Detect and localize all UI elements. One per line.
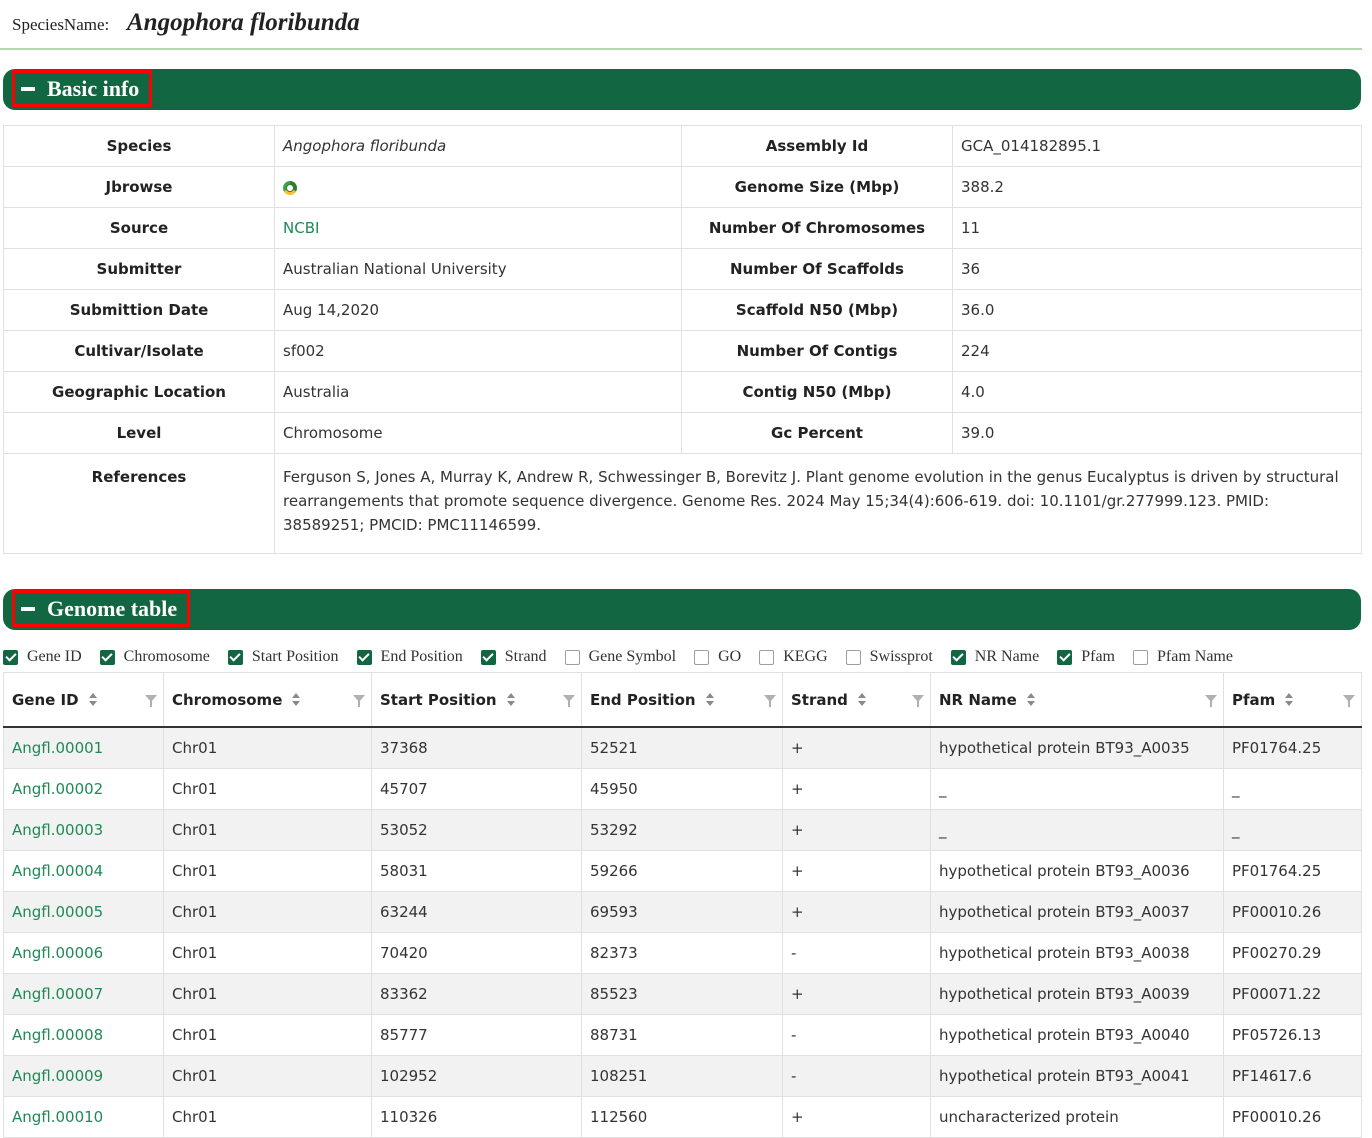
gene-id-cell [4, 769, 164, 810]
column-header[interactable] [164, 673, 372, 728]
info-value [275, 208, 682, 249]
table-row [4, 727, 1362, 769]
column-toggle-label: GO [718, 648, 742, 665]
info-row [4, 167, 1362, 208]
filter-icon[interactable] [1343, 695, 1355, 702]
table-cell: 70420 [372, 933, 582, 974]
genome-table [3, 672, 1362, 1138]
info-key: Source [4, 208, 275, 249]
table-cell: hypothetical protein BT93_A0035 [931, 727, 1224, 769]
info-key: Submittion Date [4, 290, 275, 331]
jbrowse-icon[interactable] [283, 181, 297, 195]
table-cell: 112560 [582, 1097, 783, 1138]
info-value: Angophora floribunda [275, 126, 682, 167]
checkbox[interactable] [100, 650, 115, 665]
gene-id-cell [4, 1015, 164, 1056]
column-toggle[interactable] [228, 648, 339, 666]
info-value: Australian National University [275, 249, 682, 290]
table-cell: PF01764.25 [1224, 851, 1362, 892]
column-toggle[interactable] [759, 648, 827, 666]
column-toggle-label: Gene ID [27, 648, 82, 665]
column-header[interactable] [1224, 673, 1362, 728]
table-cell: 82373 [582, 933, 783, 974]
table-cell: PF01764.25 [1224, 727, 1362, 769]
table-cell: hypothetical protein BT93_A0037 [931, 892, 1224, 933]
info-row [4, 331, 1362, 372]
sort-icon[interactable] [507, 693, 515, 706]
table-cell: hypothetical protein BT93_A0040 [931, 1015, 1224, 1056]
gene-id-link[interactable]: Angfl.00003 [12, 821, 104, 839]
info-value: Aug 14,2020 [275, 290, 682, 331]
column-toggle-label: Swissprot [869, 648, 933, 665]
info-key: Number Of Chromosomes [682, 208, 953, 249]
table-cell: Chr01 [164, 727, 372, 769]
table-cell: + [783, 1097, 931, 1138]
column-header-label: Gene ID [12, 690, 79, 709]
table-cell: hypothetical protein BT93_A0036 [931, 851, 1224, 892]
table-cell: _ [931, 769, 1224, 810]
sort-icon[interactable] [292, 693, 300, 706]
checkbox[interactable] [1133, 650, 1148, 665]
table-cell: PF00010.26 [1224, 1097, 1362, 1138]
gene-id-cell [4, 1097, 164, 1138]
species-name: Angophora floribunda [127, 9, 360, 36]
column-toggle-label: NR Name [974, 648, 1040, 665]
table-cell: - [783, 933, 931, 974]
table-row [4, 892, 1362, 933]
table-cell: 102952 [372, 1056, 582, 1097]
checkbox[interactable] [1057, 650, 1072, 665]
column-picker [3, 646, 1251, 668]
table-cell: + [783, 769, 931, 810]
table-cell: Chr01 [164, 1097, 372, 1138]
column-header-label: Start Position [380, 690, 497, 709]
column-toggle-label: End Position [380, 648, 463, 665]
info-value [275, 167, 682, 208]
table-cell: + [783, 810, 931, 851]
gene-id-cell [4, 727, 164, 769]
info-key: Cultivar/Isolate [4, 331, 275, 372]
table-row [4, 851, 1362, 892]
info-value: Chromosome [275, 413, 682, 454]
column-toggle[interactable] [1133, 648, 1233, 666]
table-row [4, 1056, 1362, 1097]
table-cell: _ [1224, 810, 1362, 851]
table-cell: 37368 [372, 727, 582, 769]
table-row [4, 1097, 1362, 1138]
column-header-label: Chromosome [172, 690, 283, 709]
filter-icon[interactable] [563, 695, 575, 702]
gene-id-link[interactable]: Angfl.00006 [12, 944, 104, 962]
gene-id-link[interactable]: Angfl.00009 [12, 1067, 104, 1085]
table-cell: Chr01 [164, 851, 372, 892]
collapse-icon [21, 87, 35, 91]
column-toggle[interactable] [100, 648, 210, 666]
info-value: 36.0 [953, 290, 1362, 331]
table-cell: 108251 [582, 1056, 783, 1097]
table-cell: + [783, 851, 931, 892]
info-key: Jbrowse [4, 167, 275, 208]
checkbox[interactable] [759, 650, 774, 665]
table-cell: hypothetical protein BT93_A0039 [931, 974, 1224, 1015]
column-toggle-label: KEGG [783, 648, 828, 665]
sort-icon[interactable] [89, 693, 97, 706]
info-value: GCA_014182895.1 [953, 126, 1362, 167]
sort-icon[interactable] [1285, 693, 1293, 706]
table-cell: _ [1224, 769, 1362, 810]
column-header-label: End Position [590, 690, 696, 709]
table-cell: 45950 [582, 769, 783, 810]
basic-info-toggle[interactable] [12, 70, 152, 107]
column-header-label: Pfam [1232, 690, 1276, 709]
table-cell: 63244 [372, 892, 582, 933]
column-toggle[interactable] [481, 648, 547, 666]
info-value: 388.2 [953, 167, 1362, 208]
table-cell: Chr01 [164, 933, 372, 974]
table-row [4, 974, 1362, 1015]
column-toggle[interactable] [694, 648, 741, 666]
checkbox[interactable] [565, 650, 580, 665]
column-header[interactable] [783, 673, 931, 728]
table-cell: 83362 [372, 974, 582, 1015]
info-row [4, 126, 1362, 167]
gene-id-link[interactable]: Angfl.00002 [12, 780, 104, 798]
column-header[interactable] [372, 673, 582, 728]
column-toggle[interactable] [3, 648, 82, 666]
table-cell: Chr01 [164, 974, 372, 1015]
column-toggle[interactable] [1057, 648, 1115, 666]
info-key: Level [4, 413, 275, 454]
info-key: Number Of Scaffolds [682, 249, 953, 290]
info-key: Gc Percent [682, 413, 953, 454]
table-cell: Chr01 [164, 769, 372, 810]
table-cell: + [783, 727, 931, 769]
checkbox[interactable] [481, 650, 496, 665]
table-cell: PF00270.29 [1224, 933, 1362, 974]
genome-table-title: Genome table [47, 595, 178, 621]
gene-id-link[interactable]: Angfl.00010 [12, 1108, 104, 1126]
gene-id-cell [4, 892, 164, 933]
filter-icon[interactable] [353, 695, 365, 702]
filter-icon[interactable] [145, 695, 157, 702]
gene-id-cell [4, 933, 164, 974]
column-toggle-label: Pfam Name [1157, 648, 1233, 665]
table-cell: PF14617.6 [1224, 1056, 1362, 1097]
gene-id-link[interactable]: Angfl.00008 [12, 1026, 104, 1044]
table-cell: 53292 [582, 810, 783, 851]
table-row [4, 810, 1362, 851]
source-link[interactable]: NCBI [283, 219, 320, 237]
gene-id-link[interactable]: Angfl.00001 [12, 739, 104, 757]
table-row [4, 933, 1362, 974]
column-toggle[interactable] [951, 648, 1039, 666]
table-row [4, 769, 1362, 810]
checkbox[interactable] [228, 650, 243, 665]
table-cell: + [783, 974, 931, 1015]
gene-id-link[interactable]: Angfl.00005 [12, 903, 104, 921]
species-label: SpeciesName: [12, 15, 110, 34]
info-key: Geographic Location [4, 372, 275, 413]
column-header-label: Strand [791, 690, 848, 709]
table-cell: 58031 [372, 851, 582, 892]
filter-icon[interactable] [912, 695, 924, 702]
info-value: sf002 [275, 331, 682, 372]
references-label: References [4, 454, 275, 554]
column-header[interactable] [582, 673, 783, 728]
info-value: Australia [275, 372, 682, 413]
table-cell: Chr01 [164, 1015, 372, 1056]
table-cell: + [783, 892, 931, 933]
info-key: Submitter [4, 249, 275, 290]
sort-icon[interactable] [706, 693, 714, 706]
info-key: Assembly Id [682, 126, 953, 167]
gene-id-cell [4, 1056, 164, 1097]
table-cell: _ [931, 810, 1224, 851]
info-row [4, 249, 1362, 290]
info-value: 224 [953, 331, 1362, 372]
column-header[interactable] [4, 673, 164, 728]
table-cell: Chr01 [164, 1056, 372, 1097]
table-row [4, 1015, 1362, 1056]
column-toggle[interactable] [357, 648, 463, 666]
references-row [4, 454, 1362, 554]
table-cell: 88731 [582, 1015, 783, 1056]
table-cell: 85777 [372, 1015, 582, 1056]
checkbox[interactable] [951, 650, 966, 665]
table-cell: 110326 [372, 1097, 582, 1138]
references-text: Ferguson S, Jones A, Murray K, Andrew R, Schwessinger B, Borevitz J. Plant genome evolution in the genus Eucalyptus is driven by structural rearrangements that promote sequence divergence. Genome Res. 2024 May 15;34(4):606-619. doi: 10.1101/gr.277999.123. PMID: 38589251; PMCID: PMC11146599. [275, 454, 1362, 554]
info-key: Contig N50 (Mbp) [682, 372, 953, 413]
column-toggle[interactable] [565, 648, 677, 666]
basic-info-title: Basic info [47, 75, 140, 101]
column-header-label: NR Name [939, 690, 1017, 709]
checkbox[interactable] [3, 650, 18, 665]
table-cell: 45707 [372, 769, 582, 810]
column-toggle-label: Pfam [1081, 648, 1115, 665]
table-cell: Chr01 [164, 810, 372, 851]
basic-info-table [3, 125, 1362, 554]
column-toggle-label: Chromosome [123, 648, 210, 665]
checkbox[interactable] [357, 650, 372, 665]
info-row [4, 290, 1362, 331]
table-cell: - [783, 1015, 931, 1056]
table-cell: 59266 [582, 851, 783, 892]
table-cell: 85523 [582, 974, 783, 1015]
table-cell: hypothetical protein BT93_A0041 [931, 1056, 1224, 1097]
info-value: 39.0 [953, 413, 1362, 454]
sort-icon[interactable] [1027, 693, 1035, 706]
info-key: Species [4, 126, 275, 167]
table-cell: PF05726.13 [1224, 1015, 1362, 1056]
column-toggle[interactable] [846, 648, 933, 666]
info-row [4, 413, 1362, 454]
column-toggle-label: Gene Symbol [588, 648, 677, 665]
column-header[interactable] [931, 673, 1224, 728]
species-bar [0, 0, 1362, 50]
info-value: 11 [953, 208, 1362, 249]
table-cell: 52521 [582, 727, 783, 769]
filter-icon[interactable] [1205, 695, 1217, 702]
table-cell: Chr01 [164, 892, 372, 933]
gene-id-cell [4, 974, 164, 1015]
info-key: Genome Size (Mbp) [682, 167, 953, 208]
table-cell: 69593 [582, 892, 783, 933]
info-row [4, 208, 1362, 249]
gene-id-link[interactable]: Angfl.00004 [12, 862, 104, 880]
table-cell: - [783, 1056, 931, 1097]
info-key: Number Of Contigs [682, 331, 953, 372]
gene-id-cell [4, 810, 164, 851]
column-toggle-label: Strand [504, 648, 547, 665]
info-key: Scaffold N50 (Mbp) [682, 290, 953, 331]
genome-table-header [3, 589, 1361, 630]
checkbox[interactable] [694, 650, 709, 665]
collapse-icon [21, 607, 35, 611]
column-toggle-label: Start Position [251, 648, 339, 665]
table-cell: uncharacterized protein [931, 1097, 1224, 1138]
table-cell: PF00010.26 [1224, 892, 1362, 933]
filter-icon[interactable] [764, 695, 776, 702]
genome-table-toggle[interactable] [12, 590, 190, 627]
gene-id-link[interactable]: Angfl.00007 [12, 985, 104, 1003]
sort-icon[interactable] [858, 693, 866, 706]
info-row [4, 372, 1362, 413]
checkbox[interactable] [846, 650, 861, 665]
info-value: 36 [953, 249, 1362, 290]
gene-id-cell [4, 851, 164, 892]
table-cell: PF00071.22 [1224, 974, 1362, 1015]
table-cell: 53052 [372, 810, 582, 851]
basic-info-header [3, 69, 1361, 110]
table-cell: hypothetical protein BT93_A0038 [931, 933, 1224, 974]
info-value: 4.0 [953, 372, 1362, 413]
